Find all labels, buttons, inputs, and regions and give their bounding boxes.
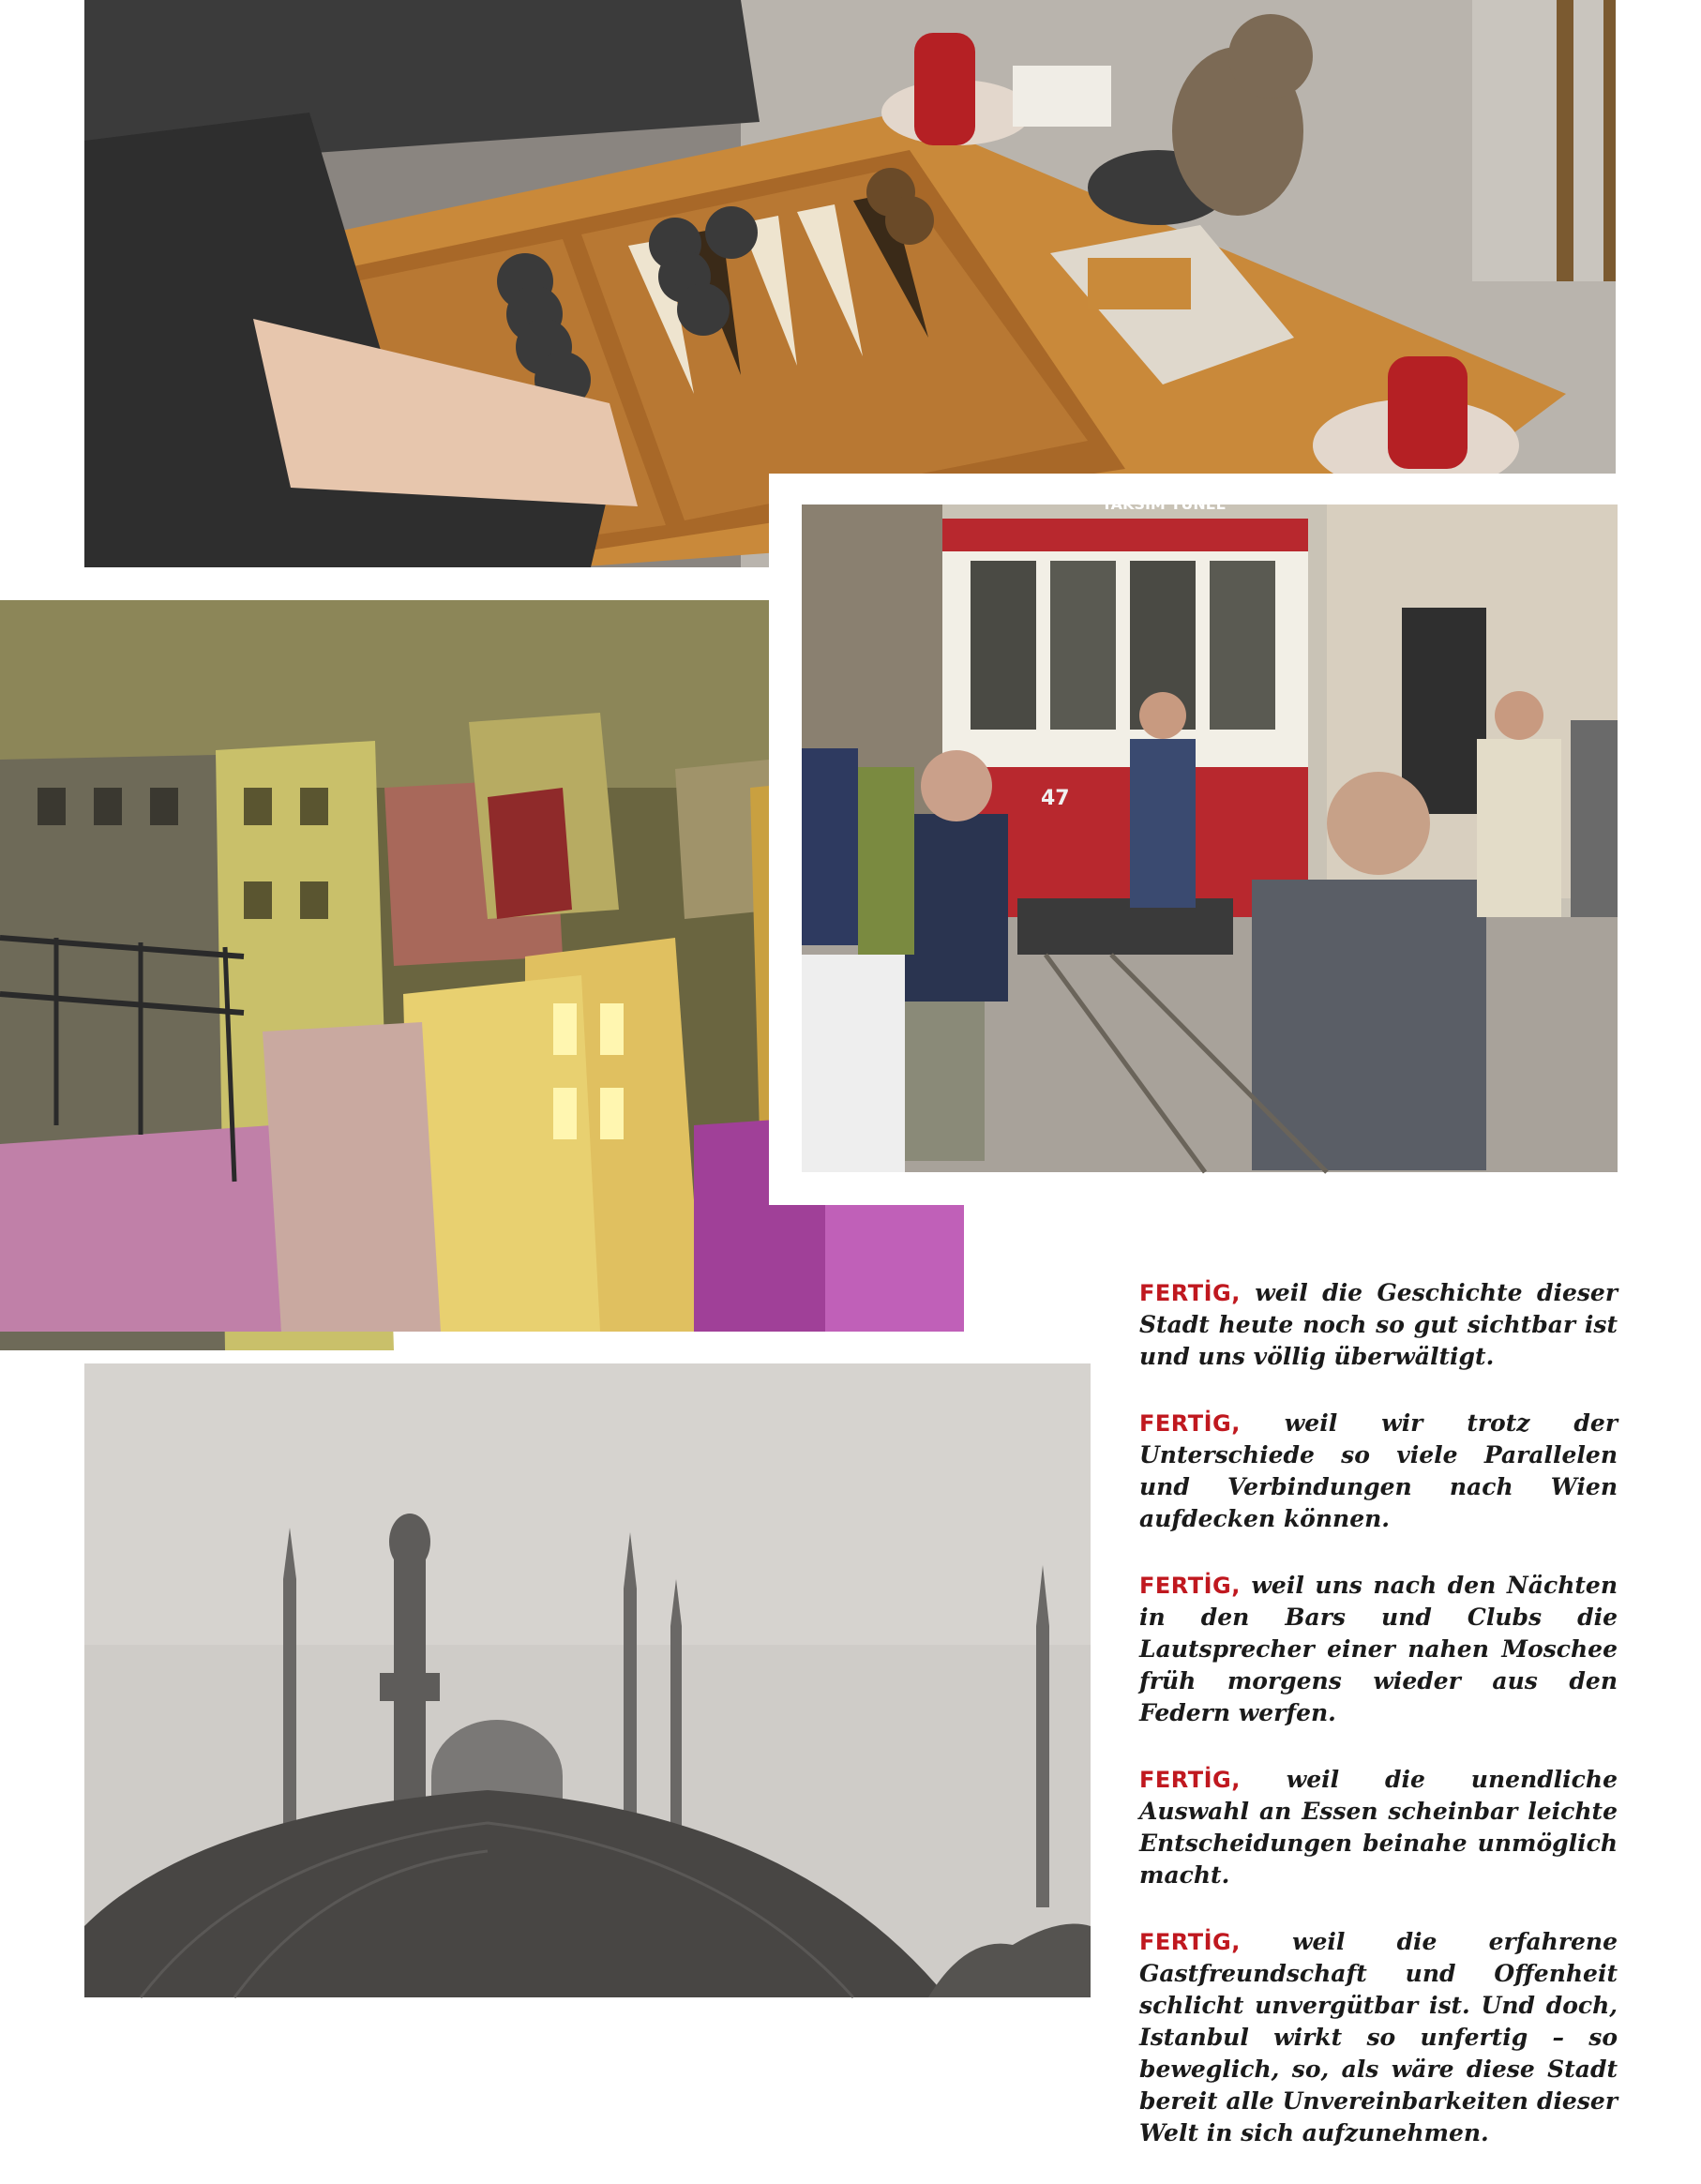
- paragraph-text: weil wir trotz der Unterschiede so viele Parallelen und Verbindungen nach Wien aufdecken können.: [1139, 1409, 1618, 1532]
- mosque-domes-minarets-icon: [84, 1363, 1091, 1997]
- article-paragraph-3: [1139, 1570, 1618, 1729]
- paragraph-text: weil uns nach den Nächten in den Bars und Clubs die Lautsprecher einer nahen Moschee früh morgens wieder aus den Federn werfen.: [1139, 1572, 1618, 1726]
- paragraph-text: weil die Geschichte dieser Stadt heute noch so gut sichtbar ist und uns völlig überwältigt.: [1139, 1279, 1618, 1370]
- keyword-fertig: FERTİG,: [1139, 1573, 1241, 1599]
- paragraph-text: weil die erfahrene Gastfreundschaft und Offenheit schlicht unvergütbar ist. Und doch, Istanbul wirkt so unfertig – so beweglich, so, als wäre diese Stadt bereit alle Unvereinbarkeiten dieser Welt in sich aufzunehmen.: [1139, 1928, 1618, 2146]
- article-paragraph-4: [1139, 1764, 1618, 1891]
- tram-street-photo: [802, 495, 1618, 1172]
- red-tram-crowd-icon: [802, 495, 1618, 1172]
- mosque-skyline-photo: [84, 1363, 1091, 1997]
- article-paragraph-1: [1139, 1277, 1618, 1373]
- paragraph-text: weil die unendliche Auswahl an Essen scheinbar leichte Entscheidungen beinahe unmöglich macht.: [1139, 1766, 1618, 1889]
- tram-number-text: 47: [1041, 787, 1070, 810]
- article-text-column: [1139, 1277, 1618, 2184]
- tram-sign-text: TAKSIM TÜNEL: [1102, 495, 1226, 513]
- article-paragraph-2: [1139, 1408, 1618, 1535]
- keyword-fertig: FERTİG,: [1139, 1767, 1241, 1793]
- keyword-fertig: FERTİG,: [1139, 1280, 1241, 1306]
- article-paragraph-5: [1139, 1926, 1618, 2149]
- keyword-fertig: FERTİG,: [1139, 1929, 1241, 1955]
- keyword-fertig: FERTİG,: [1139, 1410, 1241, 1437]
